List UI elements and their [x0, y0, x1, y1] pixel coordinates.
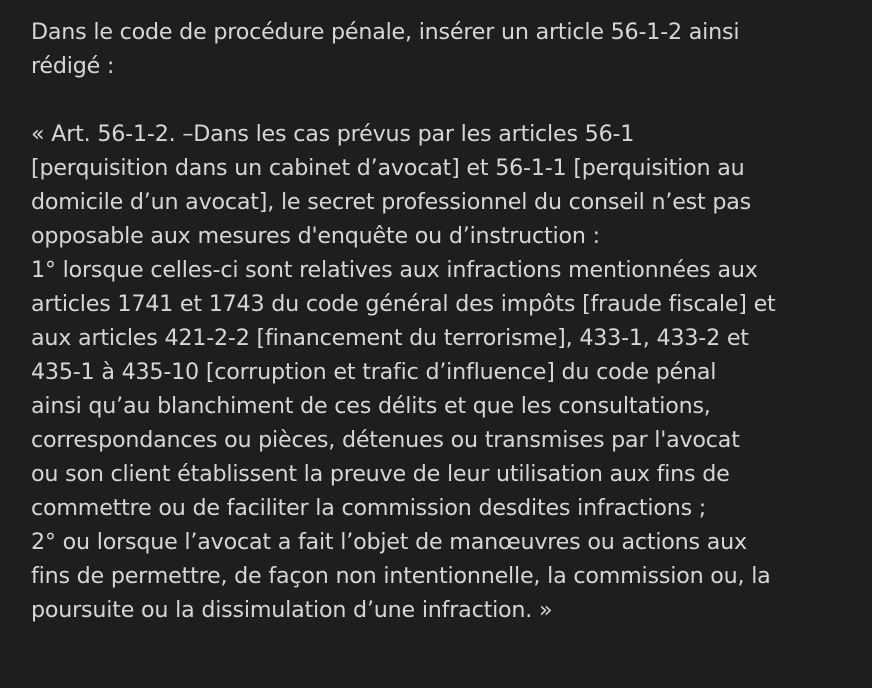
- text-line: [perquisition dans un cabinet d’avocat] et 56-1-1 [perquisition au: [31, 155, 745, 181]
- text-line: fins de permettre, de façon non intentionnelle, la commission ou, la: [31, 563, 771, 589]
- text-line: correspondances ou pièces, détenues ou transmises par l'avocat: [31, 427, 740, 453]
- text-line: aux articles 421-2-2 [financement du terrorisme], 433-1, 433-2 et: [31, 325, 749, 351]
- text-line: ou son client établissent la preuve de leur utilisation aux fins de: [31, 461, 730, 487]
- text-line: opposable aux mesures d'enquête ou d’instruction :: [31, 223, 600, 249]
- text-line: Dans le code de procédure pénale, insérer un article 56-1-2 ainsi: [31, 19, 740, 45]
- text-line: commettre ou de faciliter la commission desdites infractions ;: [31, 495, 707, 521]
- text-line: 435-1 à 435-10 [corruption et trafic d’influence] du code pénal: [31, 359, 717, 385]
- intro-paragraph: [31, 15, 852, 83]
- paragraph-gap: [31, 83, 852, 117]
- text-line: ainsi qu’au blanchiment de ces délits et que les consultations,: [31, 393, 711, 419]
- text-line: poursuite ou la dissimulation d’une infraction. »: [31, 597, 553, 623]
- text-line: rédigé :: [31, 53, 115, 79]
- text-line: domicile d’un avocat], le secret professionnel du conseil n’est pas: [31, 189, 752, 215]
- text-line: « Art. 56-1-2. –Dans les cas prévus par les articles 56-1: [31, 121, 635, 147]
- article-paragraph: [31, 117, 852, 627]
- text-line: 1° lorsque celles-ci sont relatives aux infractions mentionnées aux: [31, 257, 758, 283]
- text-line: 2° ou lorsque l’avocat a fait l’objet de manœuvres ou actions aux: [31, 529, 747, 555]
- text-line: articles 1741 et 1743 du code général des impôts [fraude fiscale] et: [31, 291, 776, 317]
